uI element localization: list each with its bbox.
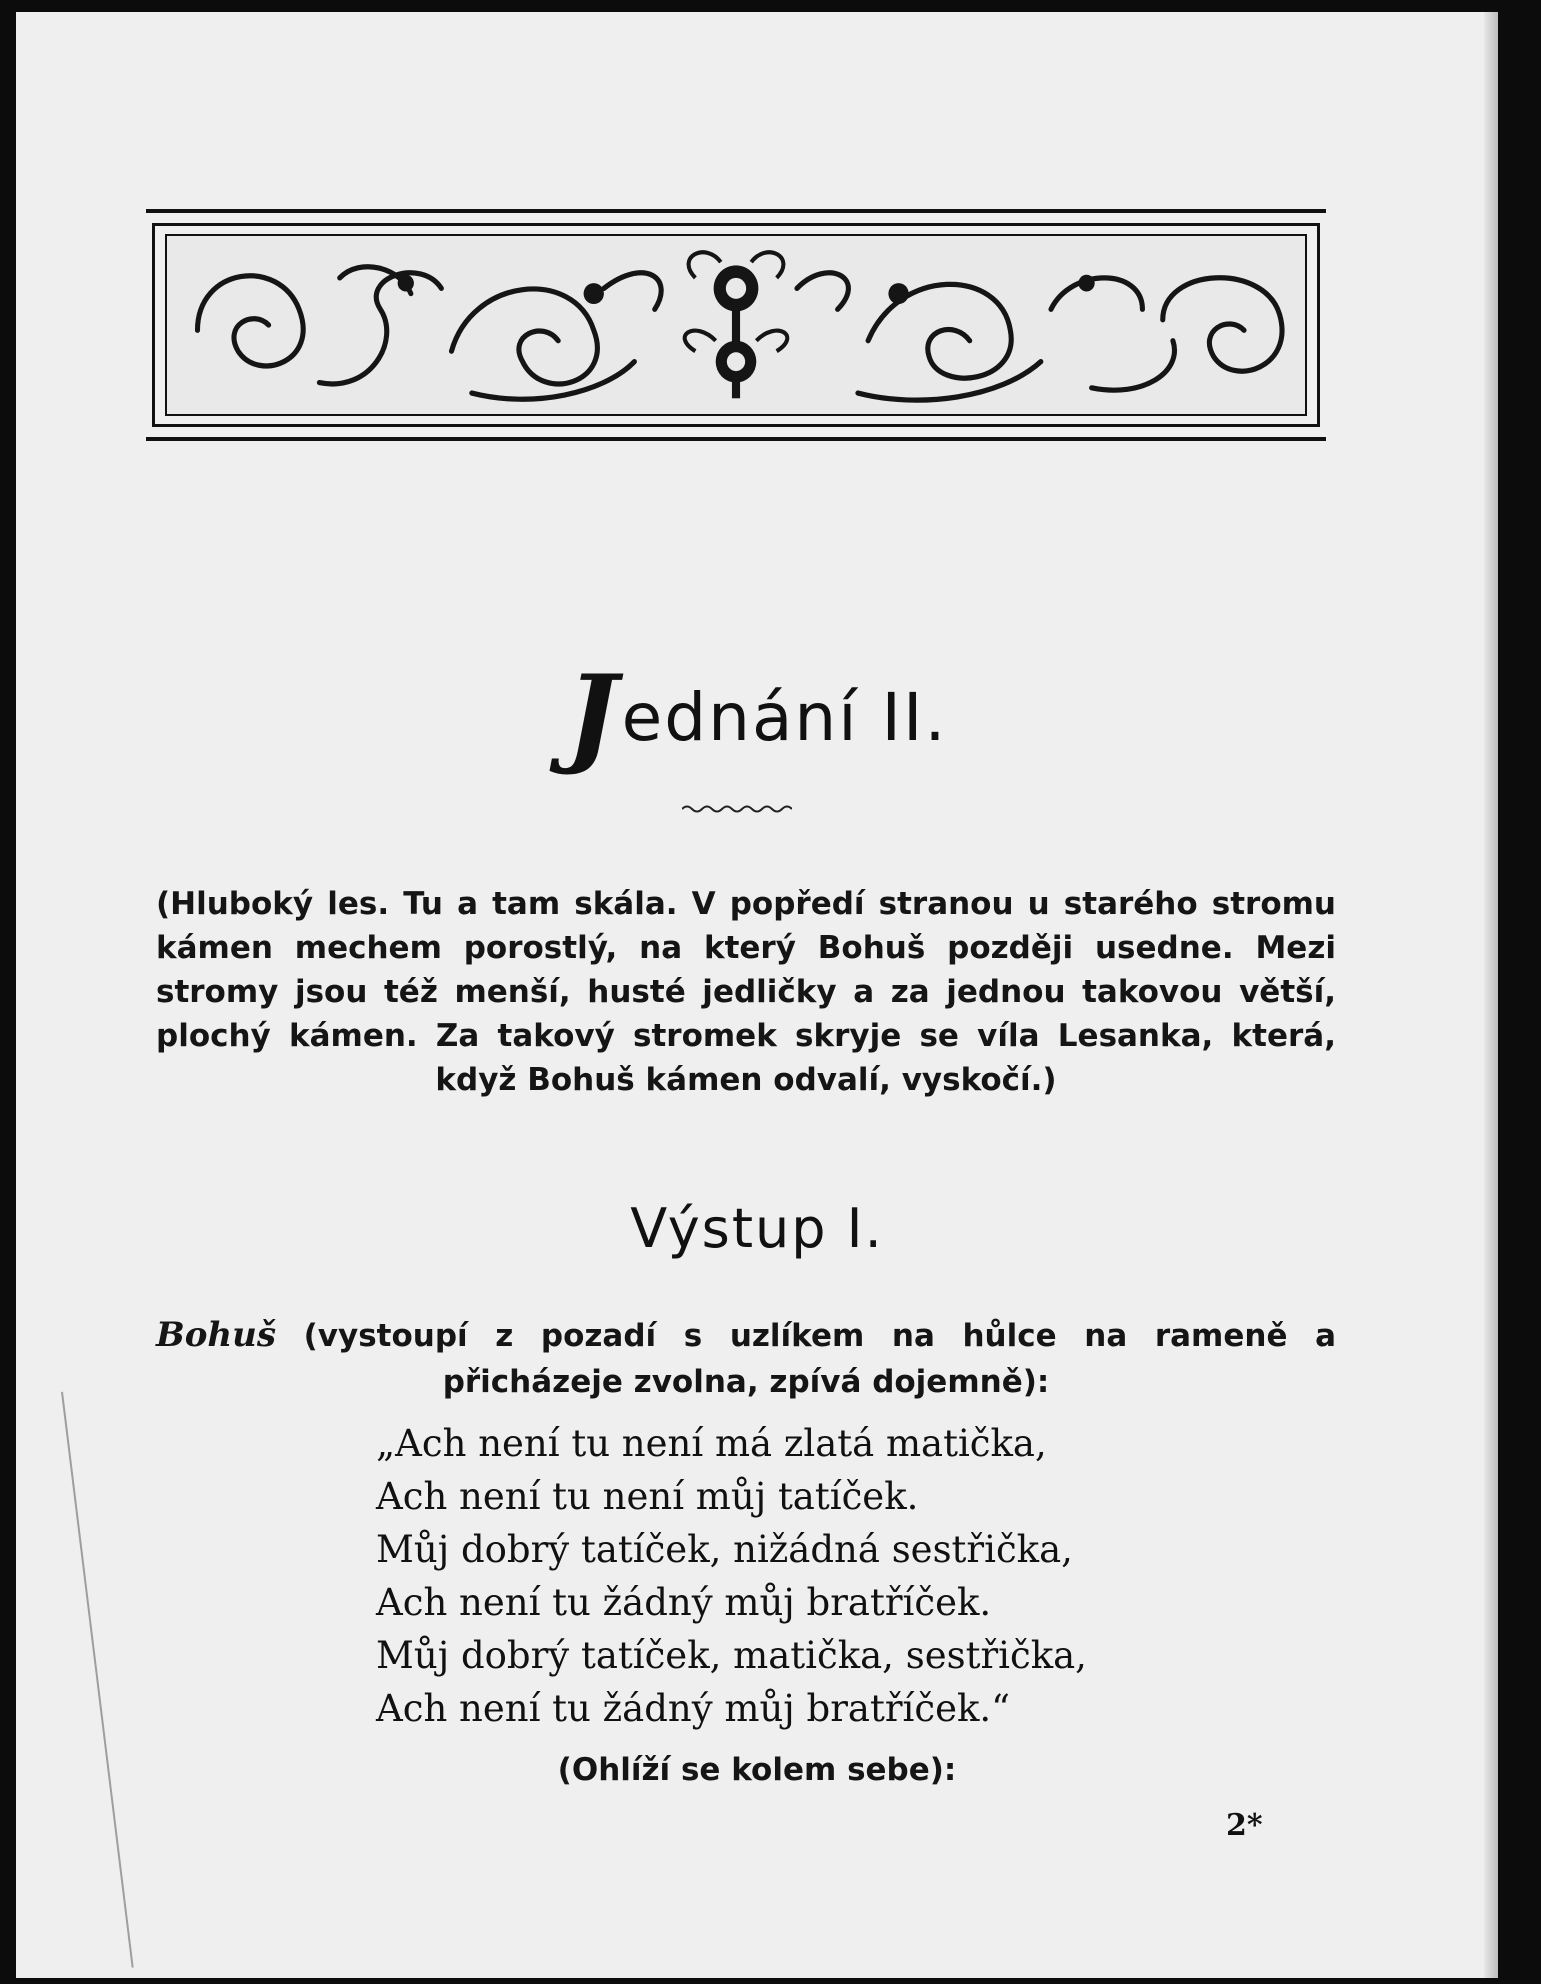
act-heading-text: ednání II. bbox=[621, 679, 948, 756]
book-page bbox=[16, 12, 1498, 1978]
speaker-direction: (vystoupí z pozadí s uzlíkem na hůlce na rameně a přicházeje zvolna, zpívá dojemně): bbox=[303, 1318, 1337, 1400]
scene-title: Výstup I. bbox=[630, 1197, 884, 1260]
ornamental-banner bbox=[146, 209, 1326, 441]
verse-line: Ach není tu není můj tatíček. bbox=[376, 1475, 919, 1518]
squiggle-divider-icon bbox=[682, 802, 792, 816]
speaker-name: Bohuš bbox=[156, 1315, 276, 1355]
aside-direction: (Ohlíží se kolem sebe): bbox=[557, 1752, 957, 1788]
banner-frame bbox=[152, 223, 1320, 427]
signature-mark: 2* bbox=[1226, 1808, 1263, 1843]
verse-line: Ach není tu žádný můj bratříček. bbox=[376, 1581, 992, 1624]
scan-artifact bbox=[61, 1392, 134, 1968]
page-edge bbox=[1484, 12, 1498, 1978]
verse-line: Můj dobrý tatíček, matička, sestřička, bbox=[376, 1634, 1087, 1677]
verse-line: „Ach není tu není má zlatá matička, bbox=[376, 1422, 1047, 1465]
floral-scroll-ornament-icon bbox=[165, 234, 1307, 416]
song-verse bbox=[376, 1417, 1276, 1735]
verse-line: Ach není tu žádný můj bratříček.“ bbox=[376, 1687, 1011, 1730]
verse-line: Můj dobrý tatíček, nižádná sestřička, bbox=[376, 1528, 1073, 1571]
act-heading bbox=[16, 652, 1498, 778]
speaker-block bbox=[156, 1312, 1336, 1405]
stage-direction: (Hluboký les. Tu a tam skála. V popředí stranou u starého stromu kámen mechem porostlý, na který Bohuš později usedne. Mezi stromy jsou též menší, husté jedličky a za jednou takovou větší, plochý kámen. Za takový stromek skryje se víla Lesanka, která, když Bohuš kámen odvalí, vyskočí.) bbox=[156, 886, 1336, 1098]
decorative-initial: J bbox=[566, 652, 620, 778]
